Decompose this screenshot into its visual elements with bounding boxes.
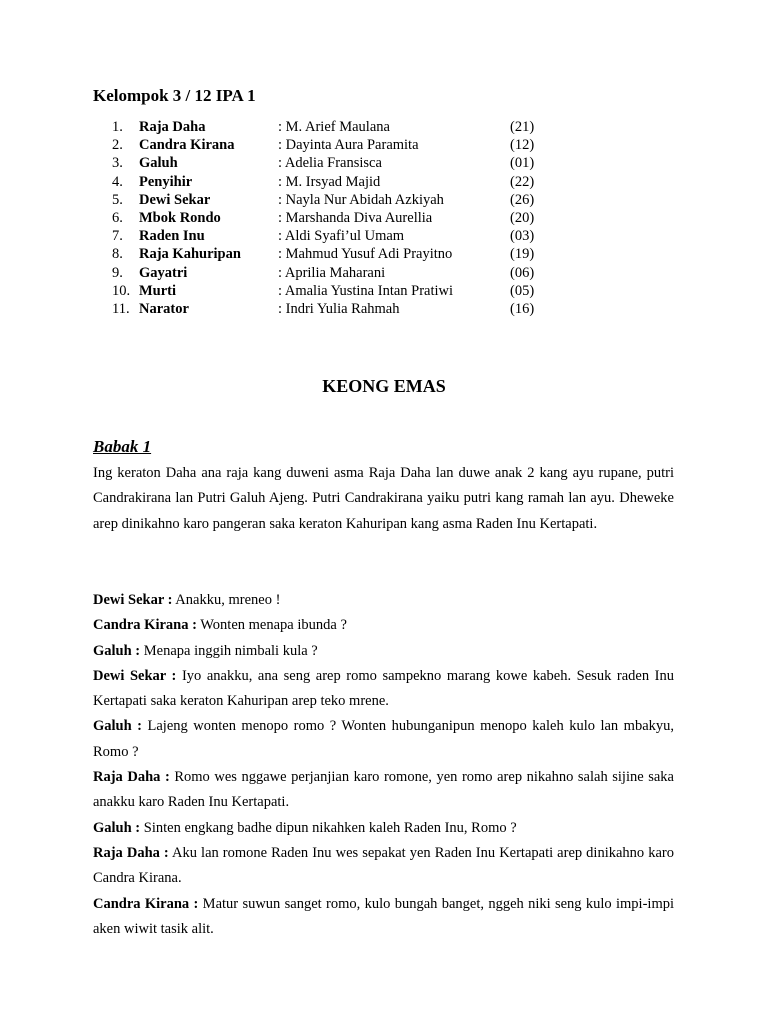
dialogue-text: Iyo anakku, ana seng arep romo sampekno marang kowe kabeh. Sesuk raden Inu Kertapati saka keraton Kahuripan arep teko mrene. [93, 667, 674, 710]
cast-code: (20) [510, 209, 535, 226]
speaker-name: Candra Kirana : [93, 617, 197, 634]
cast-number: 6. [112, 209, 123, 226]
cast-code: (16) [510, 300, 535, 317]
group-title: Kelompok 3 / 12 IPA 1 [93, 86, 256, 105]
cast-row [112, 209, 572, 227]
cast-actor: : M. Irsyad Majid [278, 173, 381, 190]
cast-role: Galuh [139, 155, 178, 172]
dialogue-text: Menapa inggih nimbali kula ? [140, 642, 318, 659]
dialogue-text: Wonten menapa ibunda ? [196, 617, 347, 634]
cast-row [112, 136, 572, 154]
cast-number: 3. [112, 155, 123, 172]
cast-role: Dewi Sekar [139, 191, 211, 208]
speaker-name: Dewi Sekar : [93, 667, 177, 684]
cast-row [112, 154, 572, 172]
cast-actor: : Dayinta Aura Paramita [278, 137, 419, 154]
cast-actor: : Adelia Fransisca [278, 155, 382, 172]
dialogue-line [93, 664, 674, 715]
cast-role: Candra Kirana [139, 137, 235, 154]
cast-number: 5. [112, 191, 123, 208]
cast-role: Mbok Rondo [139, 209, 221, 226]
cast-row [112, 191, 572, 209]
speaker-name: Raja Daha : [93, 844, 169, 861]
speaker-name: Candra Kirana : [93, 895, 199, 912]
cast-code: (05) [510, 282, 535, 299]
dialogue-line [93, 588, 674, 613]
dialogue-line [93, 892, 674, 943]
speaker-name: Raja Daha : [93, 769, 170, 786]
dialogue-line [93, 816, 674, 841]
cast-row [112, 118, 572, 136]
cast-actor: : Aldi Syafi’ul Umam [278, 228, 405, 245]
dialogue-text: Anakku, mreneo ! [172, 592, 281, 608]
story-title: KEONG EMAS [322, 376, 446, 396]
speaker-name: Dewi Sekar : [93, 592, 173, 608]
cast-actor: : M. Arief Maulana [278, 119, 390, 135]
cast-code: (21) [510, 119, 535, 135]
cast-actor: : Indri Yulia Rahmah [278, 300, 400, 317]
cast-role: Raja Kahuripan [139, 246, 241, 263]
cast-actor: : Aprilia Maharani [278, 264, 386, 281]
cast-actor: : Marshanda Diva Aurellia [278, 209, 433, 226]
speaker-name: Galuh : [93, 718, 143, 735]
cast-number: 11. [112, 300, 130, 317]
cast-number: 4. [112, 173, 123, 190]
narration-paragraph: Ing keraton Daha ana raja kang duweni asma Raja Daha lan duwe anak 2 kang ayu rupane, putri Candrakirana lan Putri Galuh Ajeng. Putri Candrakirana yaiku putri kang ramah lan ayu. Dheweke arep dinikahno karo pangeran saka keraton Kahuripan kang asma Raden Inu Kertapati. [93, 465, 674, 532]
cast-code: (26) [510, 191, 535, 208]
cast-code: (12) [510, 137, 535, 154]
dialogue-line [93, 613, 674, 638]
cast-code: (19) [510, 246, 535, 263]
cast-number: 9. [112, 264, 123, 281]
dialogue-text: Matur suwun sanget romo, kulo bungah banget, nggeh niki seng kulo impi-impi aken wiwit tasik alit. [93, 895, 674, 937]
cast-list [112, 118, 572, 318]
cast-actor: : Amalia Yustina Intan Pratiwi [278, 282, 454, 299]
cast-actor: : Nayla Nur Abidah Azkiyah [278, 191, 444, 208]
cast-row [112, 245, 572, 263]
cast-actor: : Mahmud Yusuf Adi Prayitno [278, 246, 453, 263]
cast-role: Raja Daha [139, 119, 206, 135]
dialogue-line [93, 841, 674, 892]
cast-role: Narator [139, 300, 189, 317]
dialogue-text: Romo wes nggawe perjanjian karo romone, yen romo arep nikahno salah sijine saka anakku karo Raden Inu Kertapati. [93, 769, 674, 811]
cast-code: (22) [510, 173, 535, 190]
cast-number: 1. [112, 119, 123, 135]
cast-role: Raden Inu [139, 228, 205, 245]
dialogue-line [93, 639, 674, 664]
cast-code: (06) [510, 264, 535, 281]
cast-role: Penyihir [139, 173, 193, 190]
cast-row [112, 173, 572, 191]
dialogue-text: Sinten engkang badhe dipun nikahken kaleh Raden Inu, Romo ? [140, 819, 517, 836]
cast-row [112, 282, 572, 300]
cast-row [112, 264, 572, 282]
cast-row [112, 227, 572, 245]
cast-number: 7. [112, 228, 123, 245]
cast-number: 2. [112, 137, 123, 154]
cast-code: (01) [510, 155, 535, 172]
dialogue-line [93, 765, 674, 816]
cast-role: Gayatri [139, 264, 188, 281]
cast-row [112, 300, 572, 318]
cast-code: (03) [510, 228, 535, 245]
speaker-name: Galuh : [93, 819, 141, 836]
cast-number: 8. [112, 246, 123, 263]
dialogue-text: Aku lan romone Raden Inu wes sepakat yen Raden Inu Kertapati arep dinikahno karo Candra Kirana. [93, 844, 674, 887]
scene-heading: Babak 1 [93, 437, 152, 456]
cast-number: 10. [112, 282, 131, 299]
cast-role: Murti [139, 282, 177, 299]
dialogue-line [93, 714, 674, 765]
speaker-name: Galuh : [93, 642, 141, 659]
dialogue-text: Lajeng wonten menopo romo ? Wonten hubunganipun menopo kaleh kulo lan mbakyu, Romo ? [93, 718, 675, 760]
dialogue-block [93, 588, 674, 942]
